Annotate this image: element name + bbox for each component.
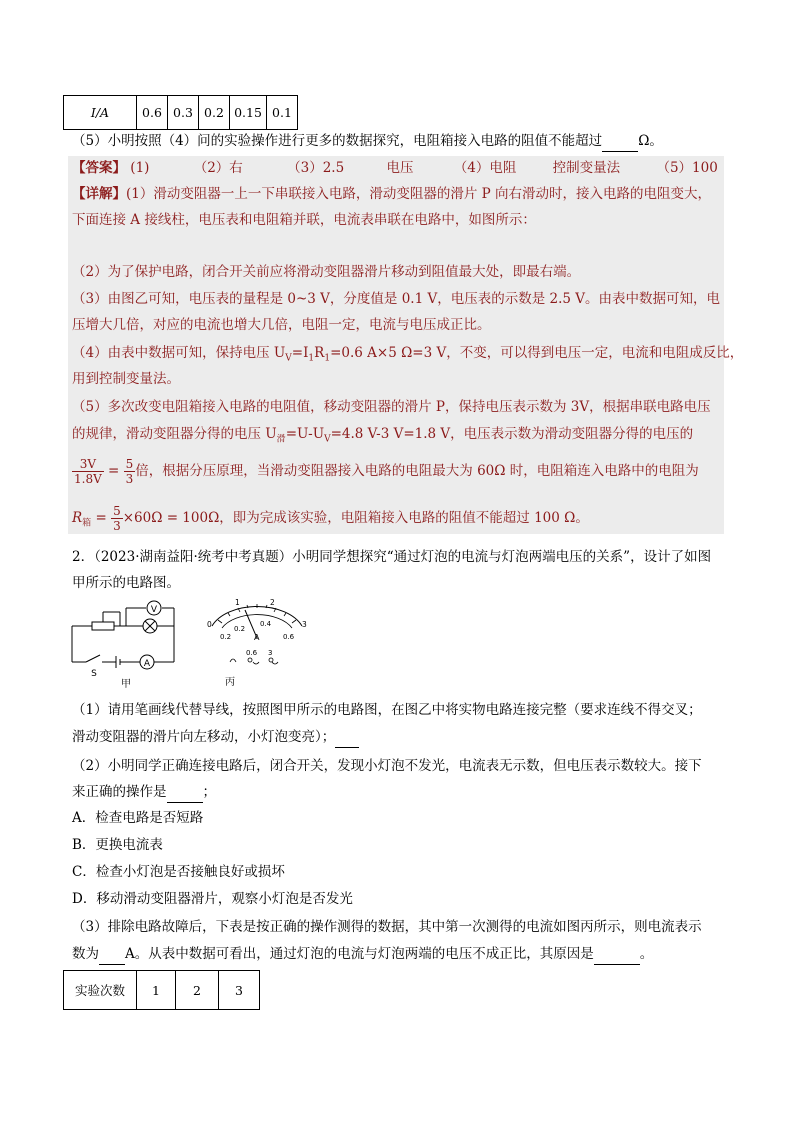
svg-text:0.6: 0.6: [246, 649, 258, 657]
switch-label: S: [91, 669, 97, 679]
detail-p1-line2: 下面连接 A 接线柱，电压表和电阻箱并联，电流表串联在电路中，如图所示：: [72, 212, 536, 228]
answer-blank: [99, 944, 125, 965]
figure-label-bing: 丙: [225, 677, 235, 688]
detail-p1-line1: 【详解】(1）滑动变阻器一上一下串联接入电路，滑动变阻器的滑片 P 向右滑动时，接入电路的电阻变大，: [72, 186, 712, 202]
current-table: [63, 95, 298, 130]
circuit-diagram: [62, 598, 192, 690]
subq1-line1: （1）请用笔画线代替导线，按照图甲所示的电路图，在图乙中将实物电路连接完整（要求连线不得交叉；: [72, 702, 702, 718]
switch-icon: [86, 655, 100, 662]
table-cell: 3: [219, 971, 260, 1010]
detail-p4-line2: 用到控制变量法。: [72, 371, 180, 387]
svg-text:0.2: 0.2: [220, 633, 232, 641]
detail-p5-line2: 的规律，滑动变阻器分得的电压 $U_滑=U-U_V=4.8$ V-3 V=1.8 V，电压表示数为滑动变阻器分得的电压的: [72, 426, 694, 445]
svg-text:0.6: 0.6: [283, 633, 295, 641]
ammeter-dial: [198, 596, 316, 690]
answer-blank: [335, 727, 359, 748]
subq2-line1: （2）小明同学正确连接电路后，闭合开关，发现小灯泡不发光，电流表无示数，但电压表示数较大。接下: [72, 758, 702, 774]
answer-blank: [602, 131, 638, 152]
trials-table: [63, 970, 260, 1010]
detail-p3-line1: （3）由图乙可知，电压表的量程是 0~3 V，分度值是 0.1 V，电压表的示数是 2.5 V。由表中数据可知，电: [72, 291, 721, 307]
figure-label-jia: 甲: [121, 679, 131, 690]
table-cell: 0.1: [267, 96, 298, 130]
table-header-cell: I/A: [64, 96, 137, 130]
svg-text:3: 3: [302, 620, 307, 629]
terminal-minus-icon: [230, 659, 236, 662]
detail-p3-line2: 压增大几倍，对应的电流也增大几倍，电阻一定，电流与电压成正比。: [72, 317, 491, 333]
table-cell: 0.2: [199, 96, 230, 130]
answer-blank: [594, 944, 640, 965]
detail-p2: （2）为了保护电路，闭合开关前应将滑动变阻器滑片移动到阻值最大处，即最右端。: [72, 264, 581, 280]
option-a: A．检查电路是否短路: [72, 810, 204, 826]
answer-blank: [167, 782, 203, 803]
voltmeter-label: V: [150, 605, 158, 615]
svg-text:0.4: 0.4: [260, 620, 272, 628]
subq3-line1: （3）排除电路故障后，下表是按正确的操作测得的数据，其中第一次测得的电流如图丙所示，则电流表示: [72, 919, 702, 935]
svg-text:2: 2: [270, 598, 275, 607]
table-cell: 2: [176, 971, 219, 1010]
svg-text:0: 0: [207, 620, 212, 629]
detail-p5-line4: $R_箱$ = $\frac{5}{3}$ ×60Ω = 100Ω，即为完成该实验，电阻箱接入电路的阻值不能超过 100 Ω。: [72, 504, 589, 533]
svg-text:1: 1: [235, 598, 240, 607]
answer-line: 【答案】 (1) （2）右 （3）2.5 电压 （4）电阻 控制变量法 （5）100: [72, 160, 718, 176]
option-c: C．检查小灯泡是否接触良好或损坏: [72, 864, 285, 880]
table-cell: 0.15: [230, 96, 267, 130]
svg-text:3: 3: [268, 649, 273, 657]
table-header-cell: 实验次数: [64, 971, 137, 1010]
question-2-line2: 甲所示的电路图。: [72, 575, 180, 591]
svg-text:0.2: 0.2: [234, 625, 246, 633]
subq3-line2: 数为 A。从表中数据可看出，通过灯泡的电流与灯泡两端的电压不成正比，其原因是 。: [72, 944, 653, 965]
fraction-five-thirds: $\frac{5}{3}$: [125, 457, 134, 486]
subq1-line2: 滑动变阻器的滑片向左移动，小灯泡变亮）；: [72, 727, 359, 748]
option-b: B．更换电流表: [72, 837, 163, 853]
table-cell: 0.3: [168, 96, 199, 130]
option-d: D．移动滑动变阻器滑片，观察小灯泡是否发光: [72, 891, 353, 907]
fraction-ratio: $\frac{3V}{1.8V}$: [74, 457, 102, 486]
subq2-line2: 来正确的操作是 ；: [72, 782, 216, 803]
detail-p4-line1: （4）由表中数据可知，保持电压 $U_V=I_1R_1=0.6$ A×5 Ω=3 V，不变，可以得到电压一定，电流和电阻成反比，: [72, 345, 744, 364]
question-5: （5）小明按照（4）问的实验操作进行更多的数据探究，电阻箱接入电路的阻值不能超过 Ω。: [72, 131, 663, 152]
ammeter-label: A: [143, 659, 151, 669]
question-2-line1: 2．（2023·湖南益阳·统考中考真题）小明同学想探究“通过灯泡的电流与灯泡两端电压的关系”，设计了如图: [72, 549, 712, 565]
svg-text:A: A: [254, 633, 260, 642]
table-cell: 0.6: [137, 96, 168, 130]
detail-p5-line3: $\frac{3V}{1.8V}$ = $\frac{5}{3}$ 倍，根据分压原理，当滑动变阻器接入电路的电阻最大为 60Ω 时，电阻箱连入电路中的电阻为: [74, 457, 699, 486]
table-cell: 1: [137, 971, 176, 1010]
fraction-five-thirds-2: $\frac{5}{3}$: [113, 504, 121, 533]
detail-p5-line1: （5）多次改变电阻箱接入电路的电阻值，移动变阻器的滑片 P，保持电压表示数为 3V，根据串联电路电压: [72, 399, 711, 415]
rheostat-icon: [92, 622, 114, 630]
